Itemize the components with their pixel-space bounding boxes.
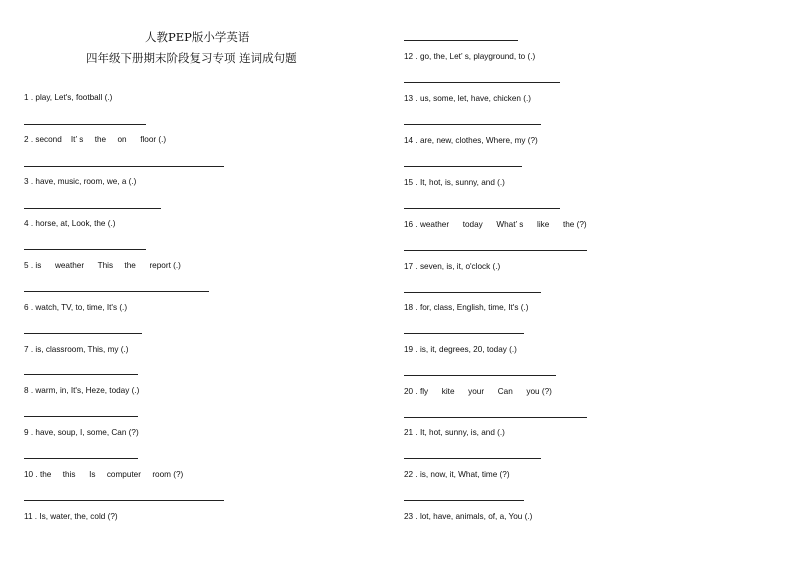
question-4 bbox=[24, 219, 116, 229]
answer-line[interactable] bbox=[24, 333, 142, 334]
answer-line[interactable] bbox=[404, 40, 518, 41]
question-text: Is, water, the, cold (?) bbox=[39, 512, 118, 521]
question-number: 21 bbox=[404, 428, 414, 437]
question-18 bbox=[404, 303, 528, 313]
answer-line[interactable] bbox=[404, 166, 522, 167]
worksheet-subtitle: 四年级下册期末阶段复习专项 连词成句题 bbox=[86, 51, 297, 65]
question-separator: . bbox=[28, 93, 36, 102]
answer-line[interactable] bbox=[404, 124, 541, 125]
question-1 bbox=[24, 93, 112, 103]
question-separator: . bbox=[28, 386, 36, 395]
question-21 bbox=[404, 428, 505, 438]
answer-line[interactable] bbox=[24, 458, 138, 459]
question-text: horse, at, Look, the (.) bbox=[35, 219, 116, 228]
question-separator: . bbox=[413, 345, 420, 354]
question-number: 8 bbox=[24, 386, 29, 395]
answer-line[interactable] bbox=[24, 374, 138, 375]
question-number: 9 bbox=[24, 428, 29, 437]
answer-line[interactable] bbox=[404, 500, 524, 501]
question-number: 15 bbox=[404, 178, 414, 187]
question-text: us, some, let, have, chicken (.) bbox=[419, 94, 531, 103]
question-number: 22 bbox=[404, 470, 414, 479]
question-number: 4 bbox=[24, 219, 29, 228]
question-number: 14 bbox=[404, 136, 414, 145]
question-number: 10 bbox=[24, 470, 34, 479]
question-separator: . bbox=[28, 135, 36, 144]
question-12 bbox=[404, 52, 535, 62]
answer-line[interactable] bbox=[24, 208, 161, 209]
question-14 bbox=[404, 136, 538, 146]
question-separator: . bbox=[413, 136, 420, 145]
question-number: 12 bbox=[404, 52, 414, 61]
answer-line[interactable] bbox=[404, 292, 541, 293]
question-20 bbox=[404, 387, 552, 397]
question-separator: . bbox=[28, 345, 36, 354]
question-separator: . bbox=[28, 303, 36, 312]
question-5 bbox=[24, 261, 181, 271]
question-number: 2 bbox=[24, 135, 29, 144]
worksheet-title: 人教PEP版小学英语 bbox=[145, 30, 250, 44]
answer-line[interactable] bbox=[404, 82, 560, 83]
question-separator: . bbox=[413, 262, 420, 271]
question-text: watch, TV, to, time, It's (.) bbox=[35, 303, 128, 312]
question-text: are, new, clothes, Where, my (?) bbox=[419, 136, 538, 145]
question-text: seven, is, it, o'clock (.) bbox=[419, 262, 501, 271]
answer-line[interactable] bbox=[404, 333, 524, 334]
answer-line[interactable] bbox=[24, 416, 138, 417]
answer-line[interactable] bbox=[24, 124, 146, 125]
question-separator: . bbox=[32, 512, 40, 521]
answer-line[interactable] bbox=[24, 166, 224, 167]
question-text: the this Is computer room (?) bbox=[39, 470, 184, 479]
question-15 bbox=[404, 178, 505, 188]
question-text: is, classroom, This, my (.) bbox=[35, 345, 129, 354]
answer-line[interactable] bbox=[404, 417, 587, 418]
question-separator: . bbox=[413, 428, 420, 437]
answer-line[interactable] bbox=[24, 249, 146, 250]
question-separator: . bbox=[413, 178, 420, 187]
question-separator: . bbox=[28, 428, 36, 437]
question-7 bbox=[24, 345, 129, 355]
question-number: 13 bbox=[404, 94, 414, 103]
question-22 bbox=[404, 470, 510, 480]
question-23 bbox=[404, 512, 532, 522]
question-9 bbox=[24, 428, 139, 438]
question-number: 23 bbox=[404, 512, 414, 521]
question-number: 11 bbox=[24, 512, 33, 521]
question-text: is, it, degrees, 20, today (.) bbox=[419, 345, 517, 354]
question-separator: . bbox=[413, 303, 420, 312]
question-number: 17 bbox=[404, 262, 414, 271]
question-number: 5 bbox=[24, 261, 29, 270]
question-separator: . bbox=[413, 470, 420, 479]
answer-line[interactable] bbox=[404, 375, 556, 376]
answer-line[interactable] bbox=[24, 291, 209, 292]
question-number: 18 bbox=[404, 303, 414, 312]
question-number: 16 bbox=[404, 220, 414, 229]
question-text: second It’ s the on floor (.) bbox=[35, 135, 167, 144]
question-2 bbox=[24, 135, 166, 145]
question-separator: . bbox=[413, 387, 420, 396]
question-text: is, now, it, What, time (?) bbox=[419, 470, 510, 479]
question-10 bbox=[24, 470, 183, 480]
question-text: warm, in, It's, Heze, today (.) bbox=[35, 386, 140, 395]
question-text: is weather This the report (.) bbox=[35, 261, 181, 270]
question-text: fly kite your Can you (?) bbox=[419, 387, 552, 396]
question-6 bbox=[24, 303, 127, 313]
question-number: 20 bbox=[404, 387, 414, 396]
question-text: It, hot, is, sunny, and (.) bbox=[419, 178, 505, 187]
answer-line[interactable] bbox=[24, 500, 224, 501]
question-separator: . bbox=[413, 52, 420, 61]
question-number: 7 bbox=[24, 345, 29, 354]
answer-line[interactable] bbox=[404, 208, 560, 209]
question-text: weather today What’ s like the (?) bbox=[419, 220, 587, 229]
question-17 bbox=[404, 262, 500, 272]
question-number: 19 bbox=[404, 345, 414, 354]
question-number: 1 bbox=[24, 93, 29, 102]
question-text: go, the, Let’ s, playground, to (.) bbox=[419, 52, 536, 61]
question-text: for, class, English, time, It's (.) bbox=[419, 303, 529, 312]
question-text: lot, have, animals, of, a, You (.) bbox=[419, 512, 533, 521]
question-3 bbox=[24, 177, 136, 187]
question-8 bbox=[24, 386, 139, 396]
question-separator: . bbox=[413, 220, 420, 229]
question-text: have, music, room, we, a (.) bbox=[35, 177, 137, 186]
question-separator: . bbox=[33, 470, 40, 479]
question-number: 3 bbox=[24, 177, 29, 186]
question-separator: . bbox=[28, 261, 36, 270]
question-separator: . bbox=[413, 512, 420, 521]
question-text: It, hot, sunny, is, and (.) bbox=[419, 428, 505, 437]
answer-line[interactable] bbox=[404, 250, 587, 251]
question-13 bbox=[404, 94, 531, 104]
question-text: play, Let's, football (.) bbox=[35, 93, 113, 102]
question-11 bbox=[24, 512, 118, 522]
question-separator: . bbox=[413, 94, 420, 103]
answer-line[interactable] bbox=[404, 458, 541, 459]
question-number: 6 bbox=[24, 303, 29, 312]
question-text: have, soup, I, some, Can (?) bbox=[35, 428, 139, 437]
question-separator: . bbox=[28, 219, 36, 228]
question-separator: . bbox=[28, 177, 36, 186]
question-19 bbox=[404, 345, 517, 355]
question-16 bbox=[404, 220, 587, 230]
